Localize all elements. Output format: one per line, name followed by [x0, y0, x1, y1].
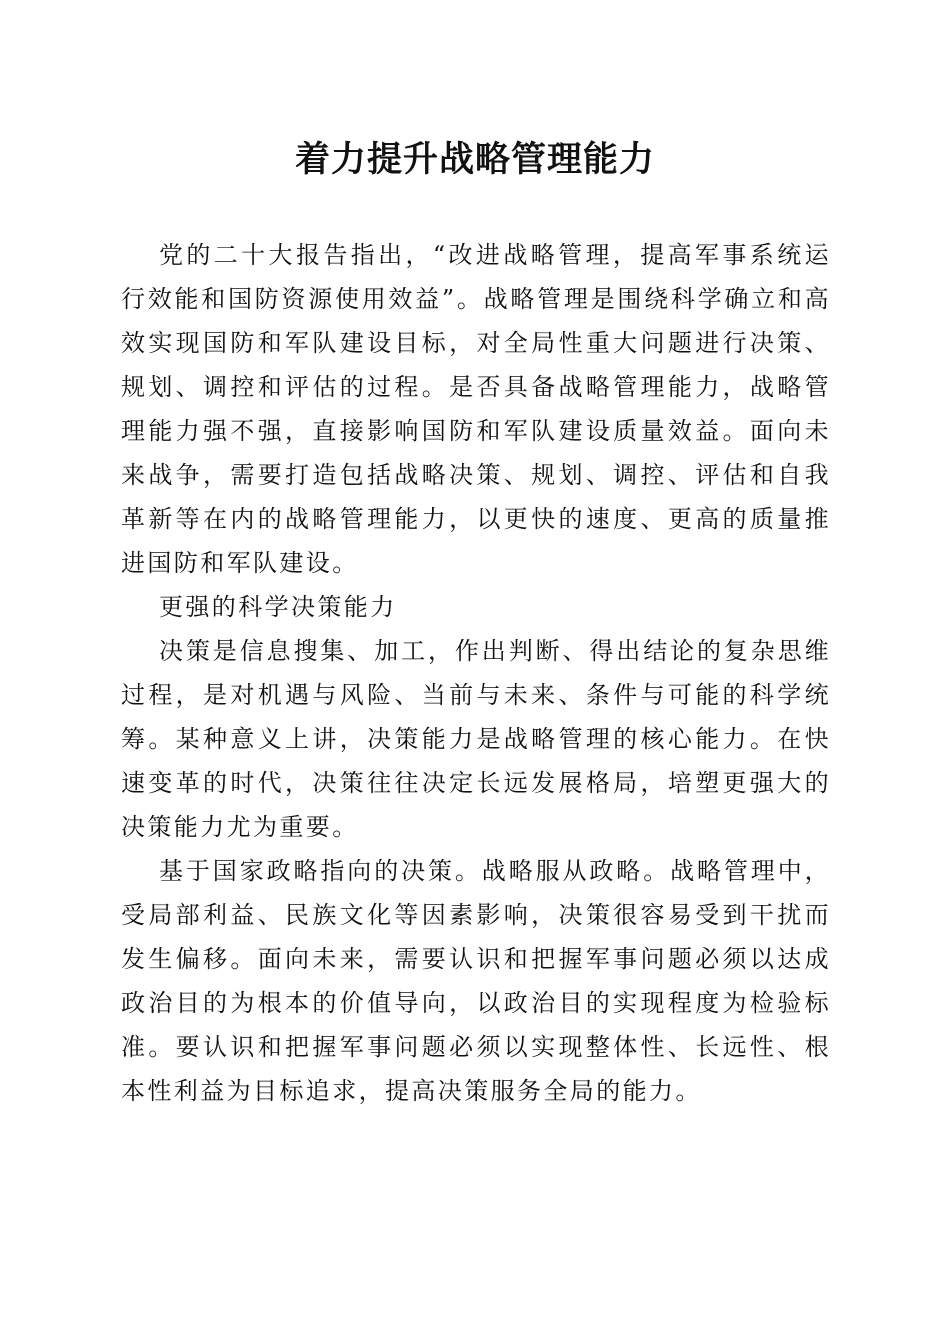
document-title: 着力提升战略管理能力: [294, 139, 655, 180]
document-body: [121, 233, 831, 1113]
paragraph-politics: 基于国家政略指向的决策。战略服从政略。战略管理中，受局部利益、民族文化等因素影响，决策很容易受到干扰而发生偏移。面向未来，需要认识和把握军事问题必须以达成政治目的为根本的价值导向，以政治目的实现程度为检验标准。要认识和把握军事问题必须以实现整体性、长远性、根本性利益为目标追求，提高决策服务全局的能力。: [121, 857, 831, 1105]
section-heading: 更强的科学决策能力: [159, 593, 397, 621]
paragraph-decision: 决策是信息搜集、加工，作出判断、得出结论的复杂思维过程，是对机遇与风险、当前与未来、条件与可能的科学统筹。某种意义上讲，决策能力是战略管理的核心能力。在快速变革的时代，决策往往决定长远发展格局，培塑更强大的决策能力尤为重要。: [121, 637, 831, 841]
paragraph-intro: 党的二十大报告指出，“改进战略管理，提高军事系统运行效能和国防资源使用效益”。战略管理是围绕科学确立和高效实现国防和军队建设目标，对全局性重大问题进行决策、规划、调控和评估的过程。是否具备战略管理能力，战略管理能力强不强，直接影响国防和军队建设质量效益。面向未来战争，需要打造包括战略决策、规划、调控、评估和自我革新等在内的战略管理能力，以更快的速度、更高的质量推进国防和军队建设。: [121, 241, 831, 577]
